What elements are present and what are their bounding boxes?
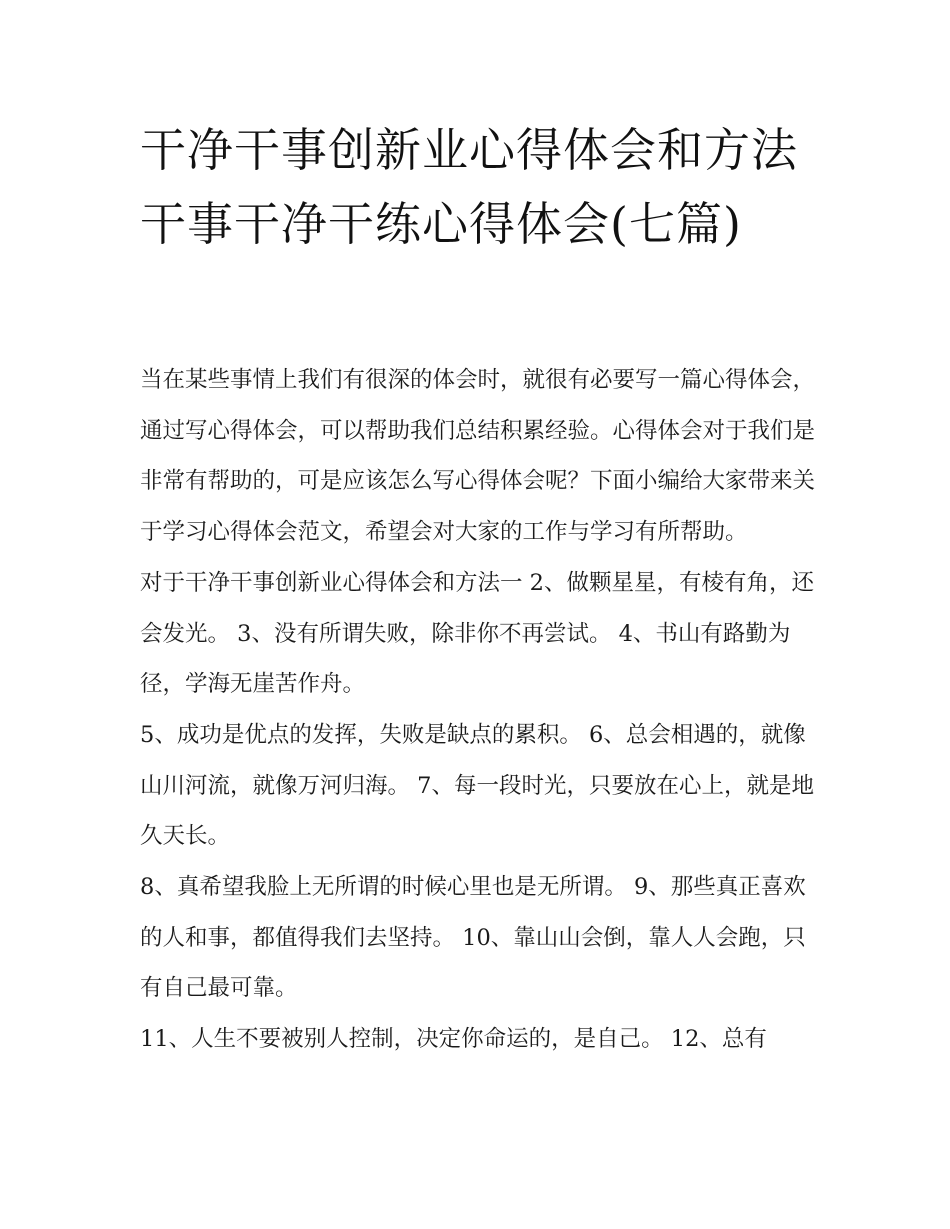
body-paragraph: 对于干净干事创新业心得体会和方法一 2、做颗星星，有棱有角，还会发光。 3、没有所谓失败，除非你不再尝试。 4、书山有路勤为径，学海无崖苦作舟。 (140, 569, 814, 698)
document-title: 干净干事创新业心得体会和方法 干事干净干练心得体会(七篇) (140, 123, 798, 251)
document-body (140, 355, 815, 1065)
body-paragraph: 5、成功是优点的发挥，失败是缺点的累积。 6、总会相遇的，就像山川河流，就像万河归海。 7、每一段时光，只要放在心上，就是地久天长。 (140, 721, 814, 850)
body-paragraph: 8、真希望我脸上无所谓的时候心里也是无所谓。 9、那些真正喜欢的人和事，都值得我们去坚持。 10、靠山山会倒，靠人人会跑，只有自己最可靠。 (140, 874, 806, 1002)
intro-paragraph: 当在某些事情上我们有很深的体会时，就很有必要写一篇心得体会，通过写心得体会，可以帮助我们总结积累经验。心得体会对于我们是非常有帮助的，可是应该怎么写心得体会呢？下面小编给大家带来关于学习心得体会范文，希望会对大家的工作与学习有所帮助。 (140, 367, 816, 546)
body-paragraph: 11、人生不要被别人控制，决定你命运的，是自己。 12、总有 (140, 1026, 767, 1053)
